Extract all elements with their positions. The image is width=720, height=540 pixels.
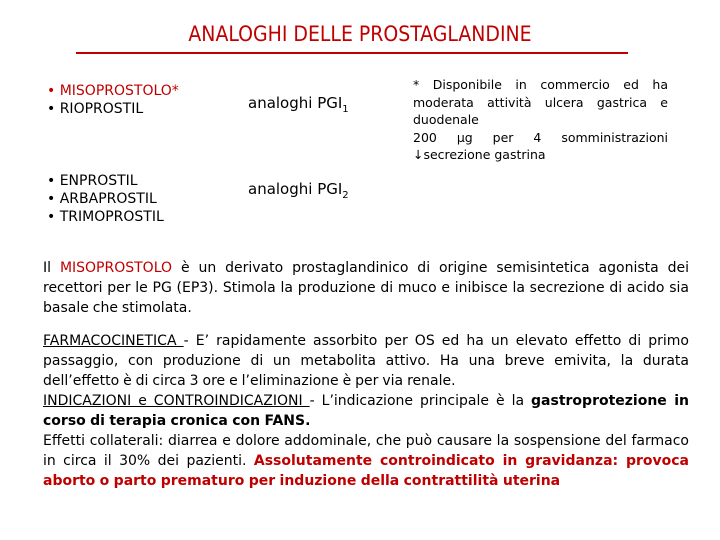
pharmacokinetics-section (43, 331, 689, 391)
side-effects-text: Effetti collaterali: diarrea e dolore addominale, che può causare la sospensione del farmaco in circa il 30% dei pazienti. (43, 433, 689, 469)
analog-text: analoghi PGI (248, 94, 343, 112)
analog-text: analoghi PGI (248, 180, 343, 198)
intro-text-post: è un derivato prostaglandinico di origine semisintetica agonista dei recettori per le PG (EP3). Stimola la produzione di muco e inibisce la secrezione di acido sia basale che stimolata. (43, 260, 689, 316)
drug-list-pgi2 (47, 172, 164, 226)
drug-name-highlight: MISOPROSTOLO (59, 260, 173, 276)
page-title: ANALOGHI DELLE PROSTAGLANDINE (188, 22, 532, 46)
pharmacokinetics-heading: FARMACOCINETICA (43, 333, 184, 349)
footnote-line: moderata attività ulcera gastrica e (413, 94, 668, 110)
indications-heading: INDICAZIONI e CONTROINDICAZIONI (43, 393, 310, 409)
footnote (413, 76, 668, 164)
indications-section (43, 391, 689, 431)
analog-label-pgi1 (248, 94, 349, 115)
analog-subscript: 1 (342, 104, 349, 115)
pharmacokinetics-text: - E’ rapidamente assorbito per OS ed ha un elevato effetto di primo passaggio, con produzione di un metabolita attivo. Ha una breve emivita, la durata dell’effetto è di circa 3 ore e l’eliminazione è per via renale. (43, 333, 689, 389)
title-underline (76, 52, 628, 54)
side-effects-section (43, 431, 689, 491)
analog-subscript: 2 (342, 190, 349, 201)
drug-item-enprostil: • ENPROSTIL (47, 173, 138, 189)
analog-label-pgi2 (248, 180, 349, 201)
footnote-line: * Disponibile in commercio ed ha (413, 77, 668, 92)
drug-item-arbaprostil: • ARBAPROSTIL (47, 191, 157, 207)
footnote-line: duodenale (413, 112, 479, 127)
drug-item-trimoprostil: • TRIMOPROSTIL (47, 209, 164, 225)
intro-text-pre: Il (43, 260, 60, 276)
footnote-line: 200 µg per 4 somministrazioni (413, 129, 668, 145)
indications-bold: gastroprotezione in corso di terapia cronica con FANS. (43, 393, 689, 429)
footnote-line: ↓secrezione gastrina (413, 147, 546, 162)
details-paragraph (43, 331, 689, 491)
drug-list-pgi1 (47, 82, 179, 118)
drug-item-misoprostolo: • MISOPROSTOLO* (47, 83, 179, 99)
pregnancy-warning: Assolutamente controindicato in gravidanza: provoca aborto o parto prematuro per induzione della contrattilità uterina (43, 453, 689, 489)
drug-item-rioprostil: • RIOPROSTIL (47, 101, 144, 117)
intro-paragraph (43, 258, 689, 318)
indications-text: - L’indicazione principale è la (309, 393, 532, 409)
